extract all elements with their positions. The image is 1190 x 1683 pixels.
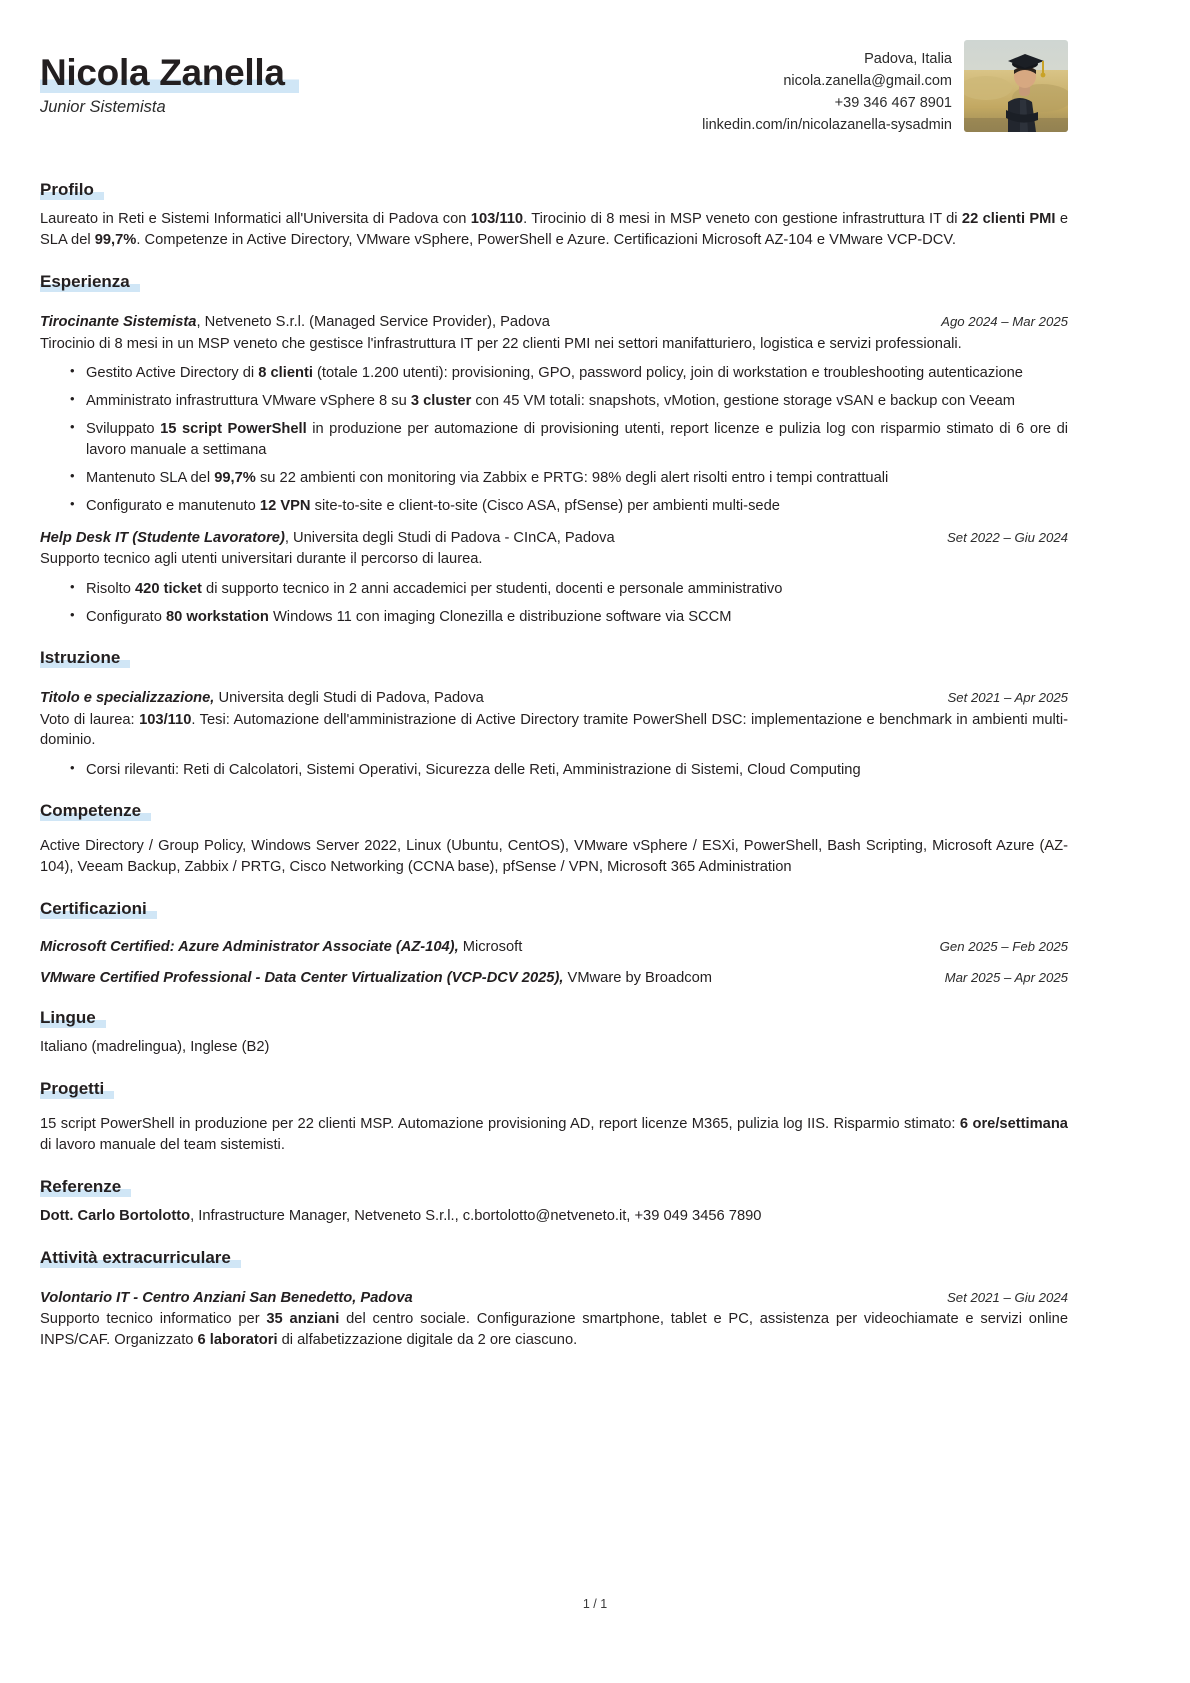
profilo-text: Laureato in Reti e Sistemi Informatici all'Universita di Padova con 103/110. Tirocinio di 8 mesi in MSP veneto con gestione infrastruttura IT di 22 clienti PMI e SLA del 99,7%. Competenze in Active Directory, VMware vSphere, PowerShell e Azure. Certificazioni Microsoft AZ-104 e VMware VCP-DCV. <box>40 211 1069 249</box>
contact-linkedin[interactable]: linkedin.com/in/nicolazanella-sysadmin <box>702 117 952 134</box>
certification-name: Microsoft Certified: Azure Administrator Associate (AZ-104), <box>40 938 459 955</box>
lingue-text: Italiano (madrelingua), Inglese (B2) <box>40 1039 270 1056</box>
resume-entry <box>40 312 1068 517</box>
entry-role: Titolo e specializzazione, <box>40 689 215 706</box>
emphasis: 12 VPN <box>259 497 311 514</box>
esperienza-entries <box>40 312 1068 628</box>
section-heading-certificazioni: Certificazioni <box>40 899 157 919</box>
emphasis: 6 laboratori <box>197 1332 278 1349</box>
entry-role: Help Desk IT (Studente Lavoratore) <box>40 529 285 546</box>
certification-title: VMware Certified Professional - Data Center Virtualization (VCP-DCV 2025), VMware by Broadcom <box>40 969 712 986</box>
competenze-text: Active Directory / Group Policy, Windows Server 2022, Linux (Ubuntu, CentOS), VMware vSphere / ESXi, PowerShell, Bash Scripting, Microsoft Azure (AZ-104), Veeam Backup, Zabbix / PRTG, Cisco Networking (CCNA base), pfSense / VPN, Microsoft 365 Administration <box>40 838 1068 876</box>
entry-header <box>40 688 1068 709</box>
entry-date: Set 2022 – Giu 2024 <box>947 529 1068 545</box>
resume-entry <box>40 1288 1068 1351</box>
entry-date: Set 2021 – Giu 2024 <box>947 1289 1068 1305</box>
entry-summary: Supporto tecnico informatico per 35 anziani del centro sociale. Configurazione smartphone, tablet e PC, assistenza per videochiamate e servizi online INPS/CAF. Organizzato 6 laboratori di alfabetizzazione digitale da 2 ore ciascuno. <box>40 1311 1069 1349</box>
entry-summary: Tirocinio di 8 mesi in un MSP veneto che gestisce l'infrastruttura IT per 22 clienti PMI nei settori manifatturiero, logistica e servizi professionali. <box>40 335 962 352</box>
section-progetti <box>40 1061 1068 1156</box>
contact-email[interactable]: nicola.zanella@gmail.com <box>783 73 952 90</box>
certification-name: VMware Certified Professional - Data Center Virtualization (VCP-DCV 2025), <box>40 969 564 986</box>
section-heading-extracurriculare: Attività extracurriculare <box>40 1248 241 1268</box>
emphasis: 80 workstation <box>166 609 269 625</box>
section-heading-istruzione: Istruzione <box>40 648 130 668</box>
entry-title: Help Desk IT (Studente Lavoratore), Universita degli Studi di Padova - CInCA, Padova <box>40 529 615 546</box>
section-heading-esperienza: Esperienza <box>40 272 140 292</box>
emphasis: 99,7% <box>94 232 137 249</box>
bullet-item: • Configurato e manutenuto 12 VPN site-to-site e client-to-site (Cisco ASA, pfSense) per ambienti multi-sede <box>70 496 1068 517</box>
section-profilo <box>40 162 1068 251</box>
bullet-item: • Configurato 80 workstation Windows 11 con imaging Clonezilla e distribuzione software via SCCM <box>70 607 1068 628</box>
entry-bullet-list <box>40 579 1068 628</box>
identity-block <box>40 40 299 117</box>
emphasis: 15 script PowerShell <box>160 421 307 438</box>
entry-summary: Supporto tecnico agli utenti universitari durante il percorso di laurea. <box>40 551 483 568</box>
contact-location: Padova, Italia <box>864 51 952 67</box>
contact-and-photo <box>702 40 1068 136</box>
istruzione-entries <box>40 688 1068 781</box>
emphasis: 6 ore/settimana <box>959 1116 1068 1133</box>
section-heading-competenze: Competenze <box>40 801 151 821</box>
bullet-item: • Gestito Active Directory di 8 clienti (totale 1.200 utenti): provisioning, GPO, password policy, join di workstation e troubleshooting autenticazione <box>70 363 1068 384</box>
certification-row <box>40 968 1068 989</box>
section-extracurriculare <box>40 1230 1068 1351</box>
section-referenze <box>40 1159 1068 1227</box>
certification-row <box>40 937 1068 958</box>
certification-date: Mar 2025 – Apr 2025 <box>944 969 1068 985</box>
resume-content <box>40 40 1068 1351</box>
entry-header <box>40 1288 1068 1309</box>
section-heading-lingue: Lingue <box>40 1008 106 1028</box>
emphasis: 8 clienti <box>258 365 313 382</box>
candidate-name: Nicola Zanella <box>40 54 299 93</box>
bullet-item: • Amministrato infrastruttura VMware vSphere 8 su 3 cluster con 45 VM totali: snapshots, vMotion, gestione storage vSAN e backup con Veeam <box>70 391 1068 412</box>
resume-entry <box>40 528 1068 628</box>
section-heading-progetti: Progetti <box>40 1079 114 1099</box>
emphasis: 103/110 <box>470 211 524 228</box>
contact-phone[interactable]: +39 346 467 8901 <box>834 95 952 112</box>
section-istruzione <box>40 630 1068 781</box>
bullet-item: • Mantenuto SLA del 99,7% su 22 ambienti con monitoring via Zabbix e PRTG: 98% degli alert risolti entro i tempi contrattuali <box>70 468 1068 489</box>
entry-role: Tirocinante Sistemista <box>40 313 197 330</box>
resume-entry <box>40 688 1068 781</box>
progetti-text: 15 script PowerShell in produzione per 22 clienti MSP. Automazione provisioning AD, report licenze M365, pulizia log IIS. Risparmio stimato: 6 ore/settimana di lavoro manuale del team sistemisti. <box>40 1116 1068 1153</box>
bullet-item: • Sviluppato 15 script PowerShell in produzione per automazione di provisioning utenti, report licenze e pulizia log con risparmio stimato di 6 ore di lavoro manuale a settimana <box>70 419 1068 461</box>
entry-summary: Voto di laurea: 103/110. Tesi: Automazione dell'amministrazione di Active Directory tramite PowerShell DSC: implementazione e benchmark in ambienti multi-dominio. <box>40 711 1068 749</box>
page-footer <box>0 1597 1190 1611</box>
profile-photo <box>964 40 1068 132</box>
entry-header <box>40 528 1068 549</box>
contact-block <box>702 40 952 136</box>
entry-title: Tirocinante Sistemista, Netveneto S.r.l. (Managed Service Provider), Padova <box>40 313 550 330</box>
section-certificazioni <box>40 881 1068 988</box>
entry-header <box>40 312 1068 333</box>
emphasis: 99,7% <box>214 469 256 486</box>
resume-header <box>40 40 1068 136</box>
section-heading-referenze: Referenze <box>40 1177 131 1197</box>
section-esperienza <box>40 254 1068 628</box>
section-competenze <box>40 783 1068 878</box>
emphasis: 420 ticket <box>134 581 202 598</box>
entry-bullet-list <box>40 760 1068 781</box>
entry-title: Titolo e specializzazione, Universita degli Studi di Padova, Padova <box>40 689 484 706</box>
emphasis: 22 clienti PMI <box>961 211 1056 228</box>
certification-title: Microsoft Certified: Azure Administrator Associate (AZ-104), Microsoft <box>40 938 523 955</box>
bullet-item: • Risolto 420 ticket di supporto tecnico in 2 anni accademici per studenti, docenti e personale amministrativo <box>70 579 1068 600</box>
section-lingue <box>40 990 1068 1058</box>
emphasis: 103/110 <box>139 711 192 728</box>
page-indicator: 1 / 1 <box>582 1597 608 1611</box>
section-heading-profilo: Profilo <box>40 180 104 200</box>
entry-title <box>40 1288 413 1309</box>
extracurriculare-entries <box>40 1288 1068 1351</box>
certification-date: Gen 2025 – Feb 2025 <box>939 938 1068 954</box>
entry-date: Ago 2024 – Mar 2025 <box>941 313 1068 329</box>
entry-role: Volontario IT - Centro Anziani San Benedetto, Padova <box>40 1289 413 1306</box>
entry-bullet-list <box>40 363 1068 516</box>
candidate-job-title: Junior Sistemista <box>40 97 166 116</box>
bullet-item: • Corsi rilevanti: Reti di Calcolatori, Sistemi Operativi, Sicurezza delle Reti, Amministrazione di Sistemi, Cloud Computing <box>70 760 1068 781</box>
emphasis: 35 anziani <box>266 1311 340 1328</box>
entry-date: Set 2021 – Apr 2025 <box>947 689 1068 705</box>
certificazioni-list <box>40 937 1068 988</box>
emphasis: 3 cluster <box>410 393 472 410</box>
referenze-text: Dott. Carlo Bortolotto, Infrastructure Manager, Netveneto S.r.l., c.bortolotto@netveneto.it, +39 049 3456 7890 <box>40 1207 762 1224</box>
emphasis: Dott. Carlo Bortolotto <box>40 1207 191 1224</box>
